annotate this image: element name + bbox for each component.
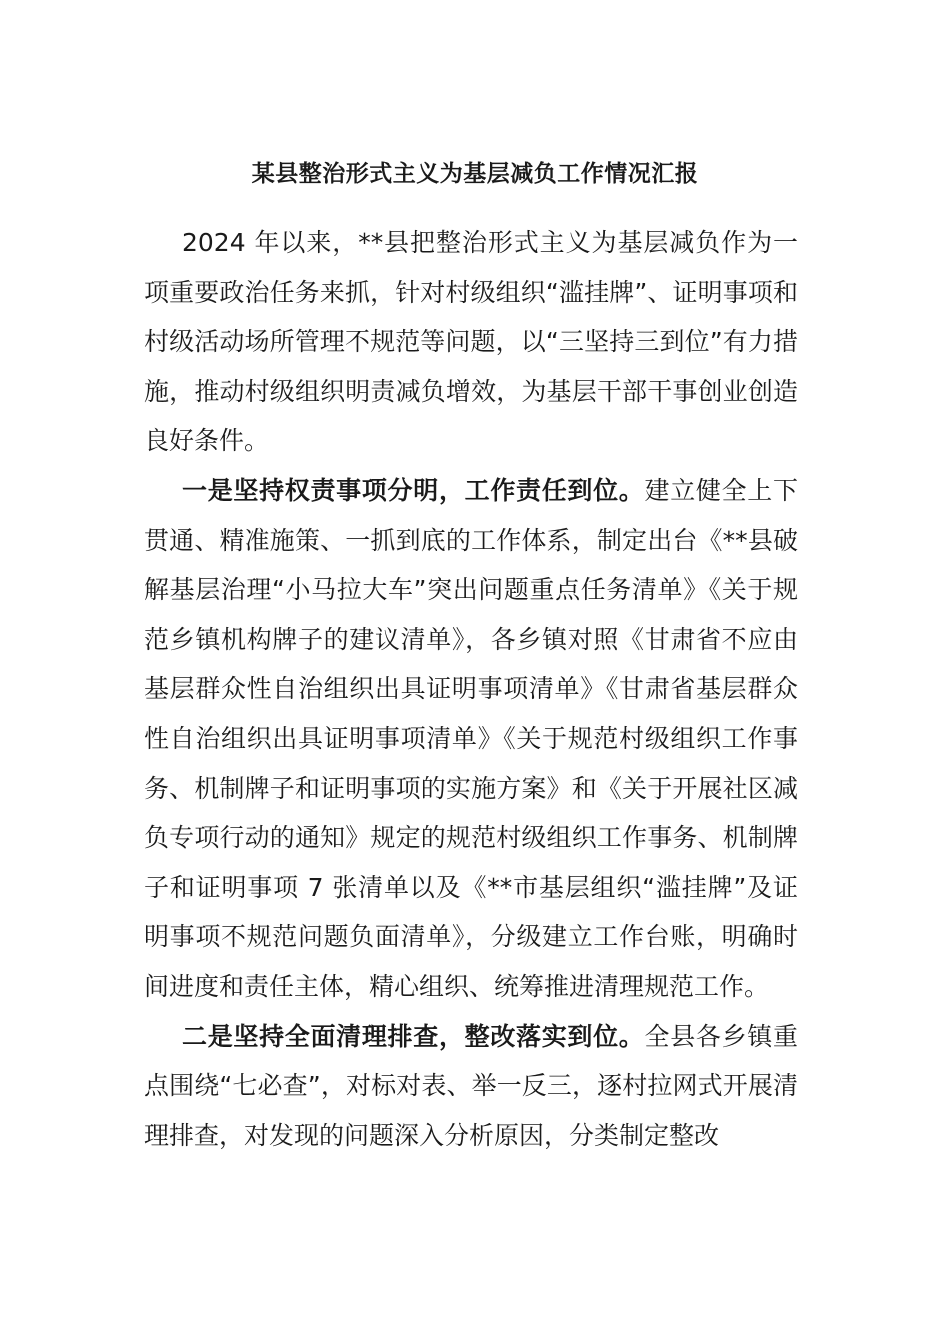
paragraph-point-2: [144, 1012, 798, 1161]
paragraph-lead: 二是坚持全面清理排查，整改落实到位。: [182, 1021, 645, 1051]
paragraph-lead: 一是坚持权责事项分明，工作责任到位。: [182, 475, 645, 505]
document-body: [144, 218, 798, 1160]
paragraph-text: 2024 年以来，**县把整治形式主义为基层减负作为一项重要政治任务来抓，针对村级组织“滥挂牌”、证明事项和村级活动场所管理不规范等问题，以“三坚持三到位”有力措施，推动村级组织明责减负增效，为基层干部干事创业创造良好条件。: [144, 228, 798, 456]
paragraph-point-1: [144, 466, 798, 1012]
document-title: 某县整治形式主义为基层减负工作情况汇报: [251, 161, 699, 187]
paragraph-text: 建立健全上下贯通、精准施策、一抓到底的工作体系，制定出台《**县破解基层治理“小马拉大车”突出问题重点任务清单》《关于规范乡镇机构牌子的建议清单》，各乡镇对照《甘肃省不应由基层群众性自治组织出具证明事项清单》《甘肃省基层群众性自治组织出具证明事项清单》《关于规范村级组织工作事务、机制牌子和证明事项的实施方案》和《关于开展社区减负专项行动的通知》规定的规范村级组织工作事务、机制牌子和证明事项 7 张清单以及《**市基层组织“滥挂牌”及证明事项不规范问题负面清单》，分级建立工作台账，明确时间进度和责任主体，精心组织、统筹推进清理规范工作。: [144, 475, 798, 1001]
paragraph-text: 全县各乡镇重点围绕“七必查”，对标对表、举一反三，逐村拉网式开展清理排查，对发现的问题深入分析原因，分类制定整改: [144, 1021, 798, 1150]
paragraph-intro: [144, 218, 798, 466]
